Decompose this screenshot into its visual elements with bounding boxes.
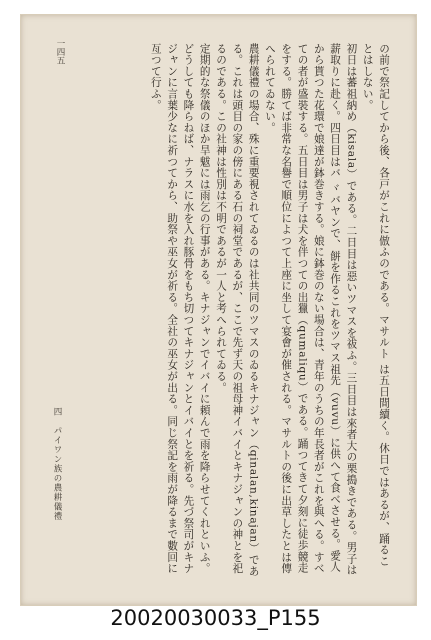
paragraph: 初日は蕃祖納め（kisala）である。二日目は惡いツマスを祓ふ。三日目は來者大の栗搗きである。男子は薪取りに赴く。四日目はバ ヾバヤンで、餅を作るこれをツマス祖先（vuvu）に供へて食べさせる。愛人から貰つた花環で娘達が鉢巻きする。娘に鉢巻のない場合は、青年のうちの年長者がこれを與へる。すべての者が盛裝する。五日目は男子は犬を伴つての出獵（qumaliqu）である。踊つてきて夕刻に徒歩競走をする。勝てば非常な名譽で順位によつて上座に坐して宴會が催される。マサルトの後に出草したとは傳へられてゐない。 <box>263 43 358 576</box>
book-page <box>20 14 417 606</box>
body-text <box>57 43 392 578</box>
paragraph: 農耕儀禮の場合、殊に重要視されてゐるのは社共同のツマスのゐるキナジャン（qinalan,kinajan）である。これは頭目の家の傍にある石の祠堂であるが、ここで先ず天の祖母神イバイとキナジャンの神とを祀るのである。この社神は性別は不明であるが一人と考へられてゐる。 <box>215 43 260 577</box>
page-number: 一四五 <box>55 39 65 65</box>
paragraph: の前で祭記してから後、各戸がこれに倣ふのである。マサルト は五日間續く。休日ではあるが、踊ることはしない。 <box>361 43 390 567</box>
running-head: 四 パイワン族の農耕儀禮 <box>52 407 62 521</box>
paragraph: 定期的な祭儀のほか旱魃には雨乞の行事がある。キナジャンでイバイに頼んで雨を降らせてくれといふ。どうしても降らねば、ナラスに水を入れ豚骨をもち切つてキナジャンとイバイとを祈る。先づ祭司がキナジャンに言葉少なに祈つてから、助祭や巫女が祈る。全社の巫女が出る。同じ祭記を雨が降るまで數回に亙つて行ふ。 <box>149 43 211 575</box>
archive-id-caption: 20020030033_P155 <box>110 606 321 630</box>
